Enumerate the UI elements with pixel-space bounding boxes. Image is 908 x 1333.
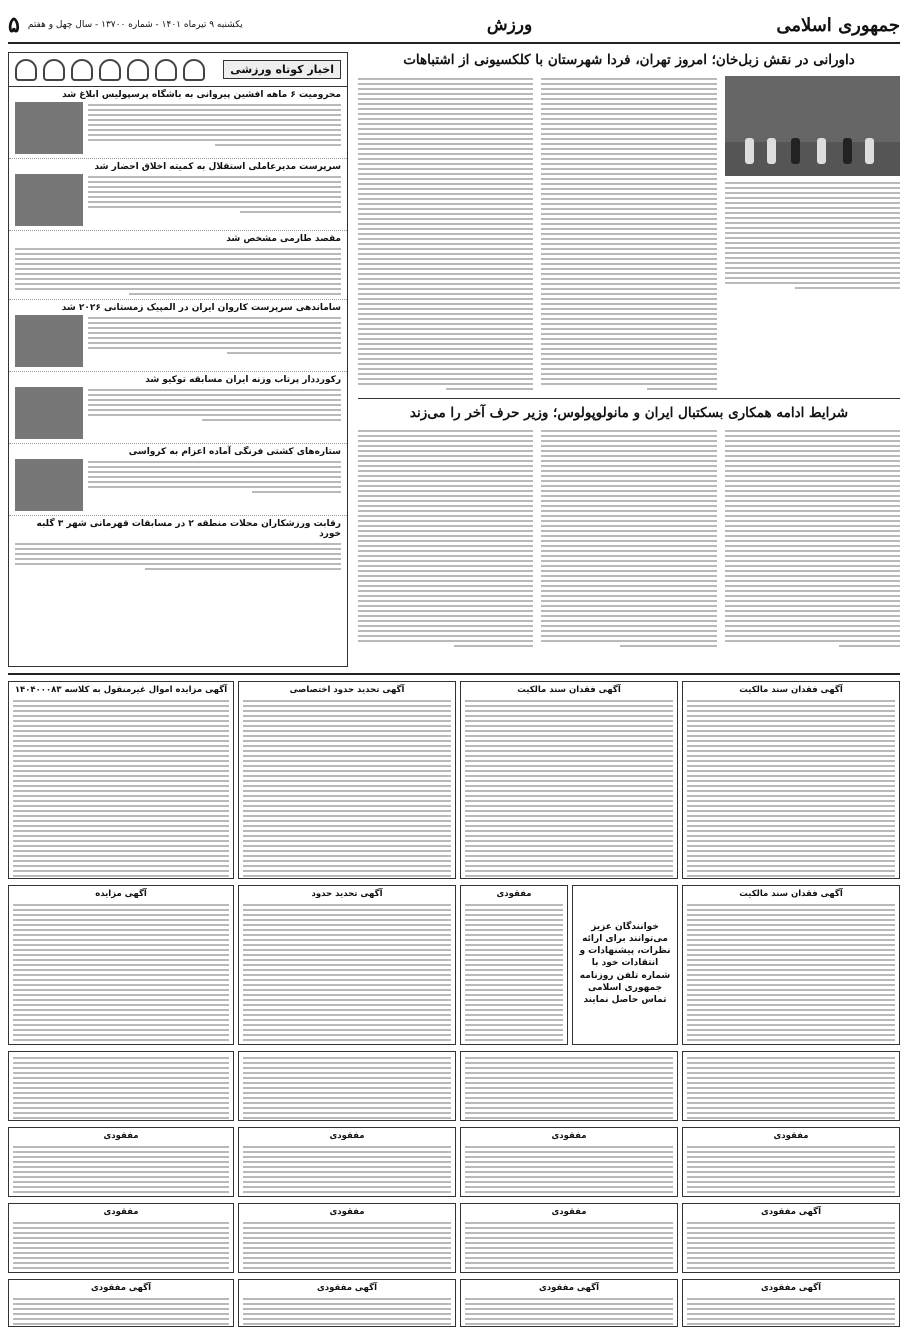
newspaper-logo: جمهوری اسلامی [776,14,900,36]
headline-basketball: شرایط ادامه همکاری بسکتبال ایران و مانولوپولوس؛ وزیر حرف آخر را می‌زند [409,404,849,421]
story2-col-2 [541,428,716,647]
story1-col-2 [541,76,716,390]
wrestling-photo [15,459,83,511]
ad-box: مفقودی [682,1127,900,1197]
brief-title: ستاره‌های کشتی فرنگی آماده اعزام به کرواسی [128,447,341,457]
dateline [8,12,243,38]
ad-box: آگهی فقدان سند مالکیت [460,681,678,879]
official-photo [15,174,83,226]
brief-title: سرپرست مدیرعاملی استقلال به کمیته اخلاق احضار شد [94,162,341,172]
ad-box: آگهی مفقودی [238,1279,456,1327]
ad-box: آگهی تحدید حدود [238,885,456,1045]
story1-text [358,76,533,390]
ad-box [572,885,678,1045]
official-photo [15,315,83,367]
masthead [8,8,900,44]
brief-title: رقابت ورزشکاران محلات منطقه ۲ در مسابقات قهرمانی شهر ۳ گلبه خورد [36,519,341,539]
story2-col-1 [725,428,900,647]
ad-box [238,1051,456,1121]
story2-columns [358,428,900,647]
football-match-photo [725,76,900,176]
ad-box: مفقودی [460,1127,678,1197]
brief-item [9,231,347,300]
ad-box: آگهی مفقودی [682,1279,900,1327]
ad-box: آگهی مفقودی [460,1279,678,1327]
issue-date: یکشنبه ۹ تیرماه ۱۴۰۱ - شماره ۱۳۷۰۰ - سال چهل و هفتم [27,20,243,30]
sports-briefs-box [8,52,348,667]
ad-box [8,1051,234,1121]
reader-contact-notice: خوانندگان عزیز می‌توانند برای ارائه نظرات، پیشنهادات و انتقادات خود با شماره تلفن روزنامه جمهوری اسلامی تماس حاصل نمایند [579,922,671,1005]
news-area [8,52,900,667]
ad-box: مفقودی [460,1203,678,1273]
briefs-banner [9,53,347,87]
story1-text [725,180,900,289]
story1-columns [358,76,900,390]
story1-col-1 [725,76,900,390]
brief-title: ساماندهی سرپرست کاروان ایران در المپیک زمستانی ۲۰۲۶ شد [61,303,341,313]
brief-item [9,159,347,231]
brief-item [9,444,347,516]
story2-text [725,428,900,647]
ad-box: آگهی مفقودی [682,1203,900,1273]
ad-box: آگهی فقدان سند مالکیت [682,681,900,879]
player-photo [15,102,83,154]
brief-item [9,372,347,444]
weightlifter-photo [15,387,83,439]
ad-box: مفقودی [460,885,568,1045]
ad-box [682,1051,900,1121]
ad-box: مفقودی [8,1127,234,1197]
section-title: ورزش [486,15,533,35]
brief-item [9,516,347,574]
brief-item [9,87,347,159]
ad-box: مفقودی [238,1127,456,1197]
brief-title: رکورددار پرتاب وزنه ایران مسابقه توکیو شد [145,375,341,385]
story1-text [541,76,716,390]
headline-referees: داورانی در نقش زبل‌خان؛ امروز تهران، فردا شهرستان با کلکسیونی از اشتباهات [403,52,855,68]
story2-text [541,428,716,647]
brief-title: مقصد طارمی مشخص شد [226,234,341,244]
ad-box: آگهی فقدان سند مالکیت [682,885,900,1045]
story2-col-3 [358,428,533,647]
ad-box: آگهی مزایده اموال غیرمنقول به کلاسه ۱۴۰۴۰۰۰۸۳ [8,681,234,879]
main-stories [358,52,900,667]
briefs-label: اخبار کوتاه ورزشی [223,60,341,79]
ad-box: مفقودی [8,1203,234,1273]
classified-ads [8,673,900,1327]
ad-box: آگهی مزایده [8,885,234,1045]
athlete-silhouettes-icon [15,59,205,81]
ad-box [460,1051,678,1121]
brief-title: محرومیت ۶ ماهه افشین پیروانی به باشگاه پرسپولیس ابلاغ شد [62,90,341,100]
brief-item [9,300,347,372]
story2-text [358,428,533,647]
ad-box: مفقودی [238,1203,456,1273]
story1-col-3 [358,76,533,390]
page-number: ۵ [8,12,20,38]
ad-box: آگهی تحدید حدود اختصاصی [238,681,456,879]
ad-box: آگهی مفقودی [8,1279,234,1327]
